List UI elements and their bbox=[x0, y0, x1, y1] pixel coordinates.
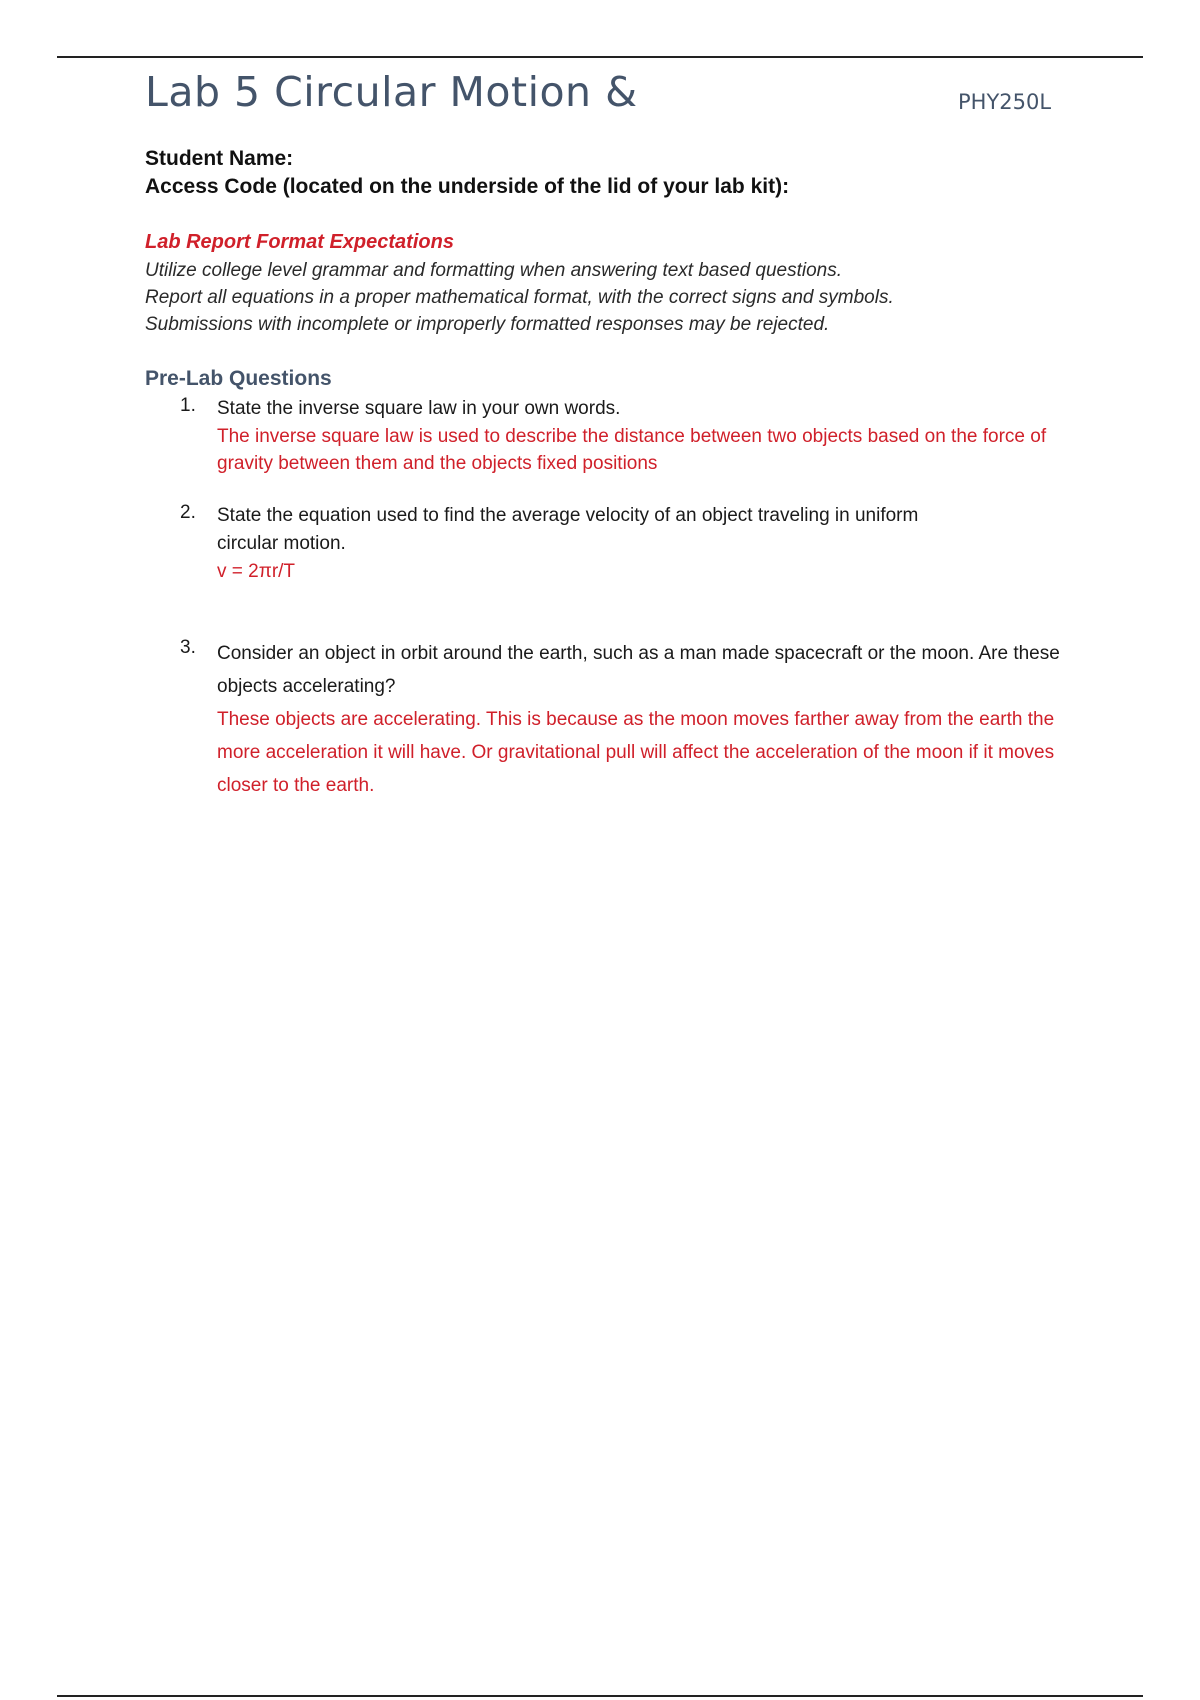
top-rule bbox=[57, 56, 1143, 58]
course-code: PHY250L bbox=[958, 90, 1052, 114]
prelab-heading: Pre-Lab Questions bbox=[145, 367, 332, 390]
question-answer: v = 2πr/T bbox=[217, 561, 296, 582]
question-text: State the equation used to find the average velocity of an object traveling in uniform circular motion. bbox=[217, 505, 919, 554]
question-text: Consider an object in orbit around the earth, such as a man made spacecraft or the moon. Are these objects accelerating? bbox=[217, 643, 1060, 697]
format-expectation-line: Report all equations in a proper mathematical format, with the correct signs and symbols. bbox=[145, 287, 894, 308]
question-number: 3. bbox=[180, 637, 196, 658]
question-number: 1. bbox=[180, 395, 196, 416]
access-code-label: Access Code (located on the underside of the lid of your lab kit): bbox=[145, 175, 790, 198]
format-expectations-heading: Lab Report Format Expectations bbox=[145, 231, 454, 253]
bottom-rule bbox=[57, 1695, 1143, 1697]
question-answer: The inverse square law is used to describe the distance between two objects based on the force of gravity between them and the objects fixed positions bbox=[217, 426, 1047, 474]
question-text: State the inverse square law in your own words. bbox=[217, 398, 621, 419]
question-answer: These objects are accelerating. This is because as the moon moves farther away from the earth the more acceleration it will have. Or gravitational pull will affect the acceleration of the moon if it moves closer to the earth. bbox=[217, 709, 1055, 796]
format-expectation-line: Utilize college level grammar and formatting when answering text based questions. bbox=[145, 260, 843, 281]
student-name-label: Student Name: bbox=[145, 147, 294, 170]
document-title: Lab 5 Circular Motion & bbox=[145, 68, 638, 116]
format-expectation-line: Submissions with incomplete or improperly formatted responses may be rejected. bbox=[145, 314, 830, 335]
question-number: 2. bbox=[180, 502, 196, 523]
